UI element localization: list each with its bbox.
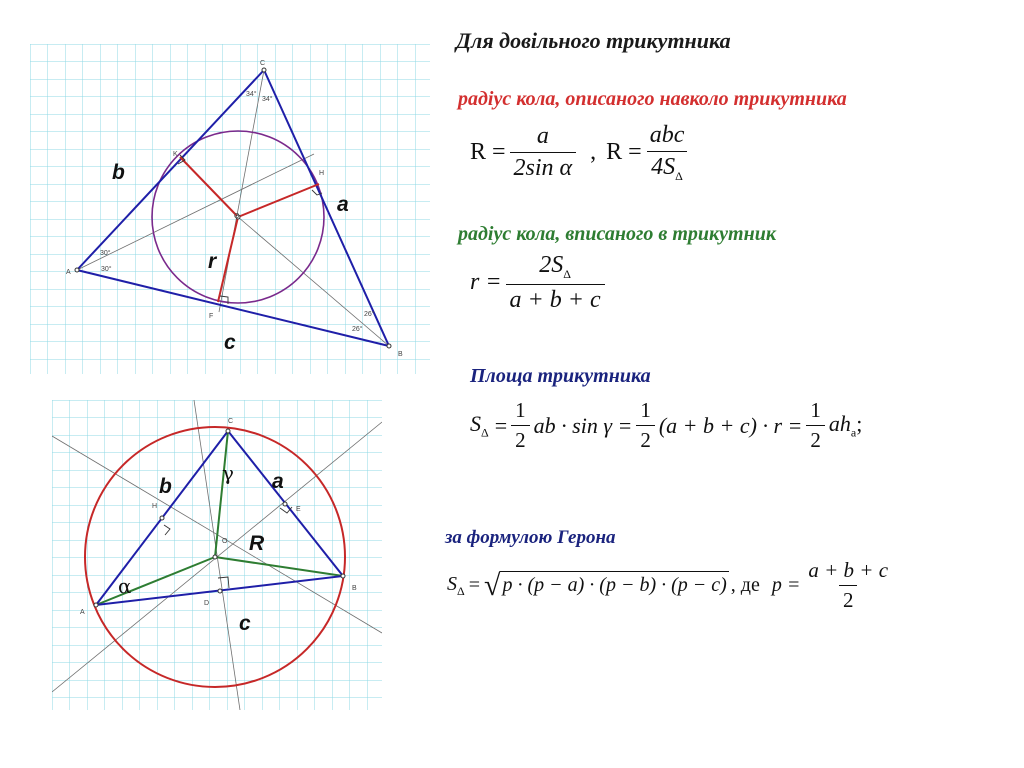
angle-label-b-bottom: 26° bbox=[352, 326, 363, 333]
point-label-o: O bbox=[234, 213, 240, 220]
point-label-c: C bbox=[260, 60, 266, 67]
angle-label-gamma: γ bbox=[222, 461, 234, 485]
formula-r-lhs-2: R = bbox=[606, 139, 642, 166]
point-label-a: A bbox=[80, 609, 85, 616]
circumradius-heading: радіус кола, описаного навколо трикутника bbox=[458, 88, 847, 110]
point-label-b: B bbox=[398, 351, 403, 358]
formula-r-lhs-1: R = bbox=[470, 139, 506, 166]
point-label-f: F bbox=[209, 313, 214, 320]
formula-comma: , bbox=[590, 139, 597, 166]
side-label-a: a bbox=[272, 470, 284, 493]
point-label-h: H bbox=[319, 170, 325, 177]
square-root bbox=[484, 568, 729, 602]
point-label-d: D bbox=[204, 600, 210, 607]
fraction-abc-over-4s bbox=[646, 122, 689, 184]
inradius-formula bbox=[470, 252, 609, 314]
area-lhs: $S_\Delta$ bbox=[470, 410, 489, 440]
area-term-height: $ah_a$; bbox=[828, 410, 863, 440]
inradius-heading: радіус кола, вписаного в трикутник bbox=[458, 223, 776, 245]
heron-formula bbox=[447, 558, 896, 613]
point-label-o: O bbox=[222, 538, 228, 545]
angle-label-a-top: 30° bbox=[100, 250, 111, 257]
fraction-numerator: $2S_\Delta$ bbox=[539, 252, 571, 281]
vertex-a-dot bbox=[75, 268, 79, 272]
heron-heading: за формулою Герона bbox=[445, 527, 616, 548]
fraction-denominator: a + b + c bbox=[506, 284, 605, 314]
point-label-b: B bbox=[352, 585, 357, 592]
point-label-c: C bbox=[228, 418, 234, 425]
equals-sign: = bbox=[494, 412, 508, 438]
area-term-perimeter: (a + b + c) · r = bbox=[658, 412, 803, 438]
incircle-figure bbox=[30, 44, 430, 374]
semiperimeter-lhs: p = bbox=[771, 574, 801, 596]
radicand: p · (p − a) · (p − b) · (p − c) bbox=[500, 571, 728, 601]
fraction-2s-over-perimeter bbox=[506, 252, 605, 314]
angle-label-c-right: 34° bbox=[262, 96, 273, 103]
area-heading: Площа трикутника bbox=[470, 365, 651, 387]
circumcircle-figure bbox=[52, 400, 382, 710]
fraction-semiperimeter bbox=[804, 558, 892, 613]
angle-label-alpha: α bbox=[118, 574, 132, 598]
fraction-numerator: a + b + c bbox=[808, 558, 889, 582]
circumcenter-dot bbox=[213, 555, 217, 559]
angle-label-b-top: 26° bbox=[364, 311, 375, 318]
fraction-one-half: $\frac{1}{2}$ bbox=[806, 398, 825, 453]
point-label-a: A bbox=[66, 269, 71, 276]
angle-label-a-bottom: 30° bbox=[101, 266, 112, 273]
fraction-one-half: $\frac{1}{2}$ bbox=[636, 398, 655, 453]
point-label-h: H bbox=[152, 503, 158, 510]
side-label-b: b bbox=[112, 161, 125, 184]
fraction-a-over-2sin bbox=[510, 123, 577, 182]
vertex-b-dot bbox=[387, 344, 391, 348]
equals-sign: = bbox=[468, 574, 480, 596]
midpoint-d-dot bbox=[218, 589, 222, 593]
point-label-k: K bbox=[173, 151, 178, 158]
fraction-denominator: 2 bbox=[839, 585, 858, 613]
heron-where: , де bbox=[730, 574, 760, 596]
formula-r-lhs: r = bbox=[470, 269, 502, 296]
radical-sign: √ bbox=[484, 568, 501, 602]
fraction-denominator: 2sin α bbox=[510, 152, 577, 182]
circumradius-formulas bbox=[470, 122, 692, 184]
vertex-c-dot bbox=[226, 429, 230, 433]
midpoint-e-dot bbox=[283, 502, 287, 506]
midpoint-h-dot bbox=[160, 516, 164, 520]
fraction-one-half: $\frac{1}{2}$ bbox=[511, 398, 530, 453]
heron-lhs: $S_\Delta$ bbox=[447, 572, 465, 598]
title: Для довільного трикутника bbox=[456, 28, 731, 53]
side-label-c: c bbox=[224, 331, 236, 354]
circumradius-label-r: R bbox=[249, 532, 265, 555]
fraction-numerator: abc bbox=[649, 122, 685, 148]
fraction-denominator: $4S_\Delta$ bbox=[647, 151, 687, 184]
inradius-label-r: r bbox=[208, 250, 217, 273]
angle-label-c-left: 34° bbox=[246, 91, 257, 98]
vertex-b-dot bbox=[341, 574, 345, 578]
area-term-sine: ab · sin γ = bbox=[533, 412, 633, 438]
vertex-a-dot bbox=[94, 603, 98, 607]
side-label-b: b bbox=[159, 475, 172, 498]
vertex-c-dot bbox=[262, 68, 266, 72]
point-label-e: E bbox=[296, 506, 301, 513]
area-formula bbox=[470, 398, 862, 453]
side-label-c: c bbox=[239, 612, 251, 635]
fraction-numerator: a bbox=[536, 123, 549, 150]
side-label-a: a bbox=[337, 193, 349, 216]
